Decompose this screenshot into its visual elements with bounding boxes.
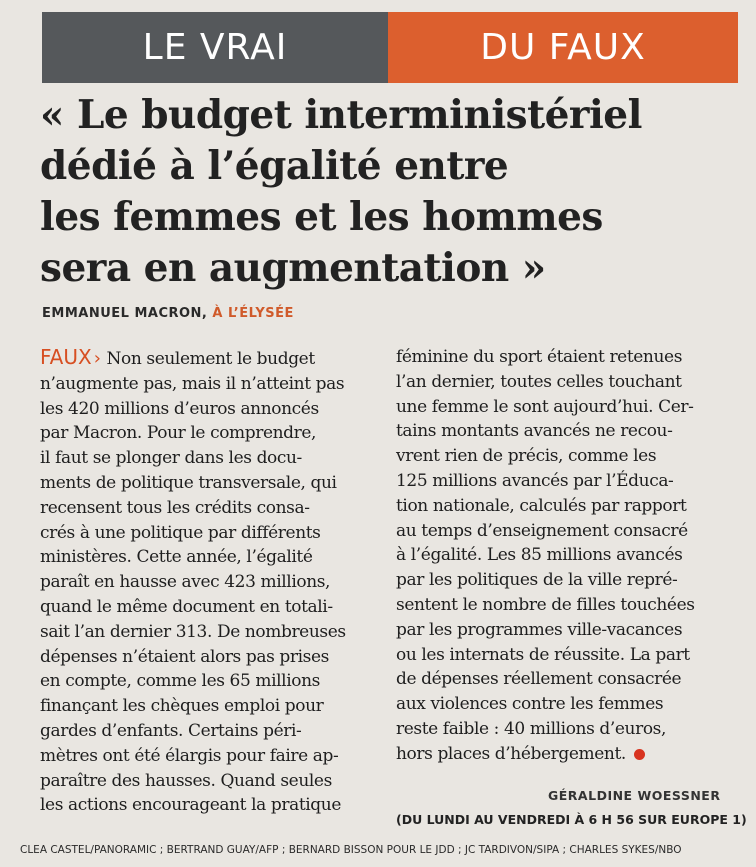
- article-line: au temps d’enseignement consacré: [396, 520, 688, 541]
- article-line: hors places d’hébergement.: [396, 742, 726, 767]
- author-place: À L’ÉLYSÉE: [212, 306, 294, 321]
- article-line: de dépenses réellement consacrée: [396, 669, 682, 690]
- article-line: 125 millions avancés par l’Éduca-: [396, 470, 674, 491]
- article-line: une femme le sont aujourd’hui. Cer-: [396, 396, 694, 417]
- article-line: paraître des hausses. Quand seules: [40, 770, 332, 791]
- article-column-2: [396, 345, 726, 767]
- article-line: il faut se plonger dans les docu-: [40, 448, 302, 469]
- banner-false-label: DU FAUX: [388, 12, 738, 83]
- article-line: dépenses n’étaient alors pas prises: [40, 646, 329, 667]
- article-line: finançant les chèques emploi pour: [40, 696, 324, 717]
- article-line: quand le même document en totali-: [40, 596, 333, 617]
- broadcast-schedule: (DU LUNDI AU VENDREDI À 6 H 56 SUR EUROPE 1): [396, 812, 747, 827]
- article-line: paraît en hausse avec 423 millions,: [40, 572, 331, 593]
- quote-line: « Le budget interministériel: [40, 92, 642, 138]
- article-line: tains montants avancés ne recou-: [396, 421, 673, 442]
- article-line: n’augmente pas, mais il n’atteint pas: [40, 373, 345, 394]
- chevron-right-icon: ›: [93, 348, 101, 369]
- article-line: à l’égalité. Les 85 millions avancés: [396, 545, 683, 566]
- quote-line: les femmes et les hommes: [40, 194, 603, 240]
- article-line: ou les internats de réussite. La part: [396, 644, 690, 665]
- quote-author: [42, 306, 294, 321]
- article-line: féminine du sport étaient retenues: [396, 347, 683, 367]
- article-line: l’an dernier, toutes celles touchant: [396, 371, 682, 392]
- article-line: crés à une politique par différents: [40, 522, 321, 543]
- headline-quote: [40, 90, 740, 294]
- verdict-label: FAUX: [40, 345, 92, 369]
- quote-line: dédié à l’égalité entre: [40, 143, 509, 189]
- article-signer: GÉRALDINE WOESSNER: [548, 788, 721, 803]
- verdict-banner: [42, 12, 738, 83]
- article-line: mètres ont été élargis pour faire ap-: [40, 745, 339, 766]
- article-line: vrent rien de précis, comme les: [396, 446, 657, 467]
- article-line: sentent le nombre de filles touchées: [396, 594, 695, 615]
- article-line: ments de politique transversale, qui: [40, 472, 337, 493]
- photo-credits: CLEA CASTEL/PANORAMIC ; BERTRAND GUAY/AFP ; BERNARD BISSON POUR LE JDD ; JC TARDIVON/SIPA ; CHARLES SYKES/NBO: [20, 844, 682, 856]
- article-line: tion nationale, calculés par rapport: [396, 495, 687, 516]
- article-line: les 420 millions d’euros annoncés: [40, 398, 319, 419]
- article-line: par les politiques de la ville repré-: [396, 570, 678, 591]
- end-mark-icon: [634, 749, 645, 760]
- quote-line: sera en augmentation »: [40, 245, 546, 291]
- article-line: reste faible : 40 millions d’euros,: [396, 718, 666, 739]
- article-column-1: [40, 345, 370, 818]
- article-line: les actions encourageant la pratique: [40, 795, 341, 816]
- article-line: ministères. Cette année, l’égalité: [40, 547, 313, 568]
- article-line: FAUX › Non seulement le budget: [40, 345, 315, 369]
- banner-true-label: LE VRAI: [42, 12, 388, 83]
- author-name: EMMANUEL MACRON,: [42, 306, 208, 321]
- article-line: gardes d’enfants. Certains péri-: [40, 720, 302, 741]
- article-line: aux violences contre les femmes: [396, 694, 664, 715]
- article-line: en compte, comme les 65 millions: [40, 671, 320, 692]
- article-line: par Macron. Pour le comprendre,: [40, 423, 317, 444]
- article-line: par les programmes ville-vacances: [396, 619, 683, 640]
- article-line: sait l’an dernier 313. De nombreuses: [40, 621, 346, 642]
- article-line: recensent tous les crédits consa-: [40, 497, 310, 518]
